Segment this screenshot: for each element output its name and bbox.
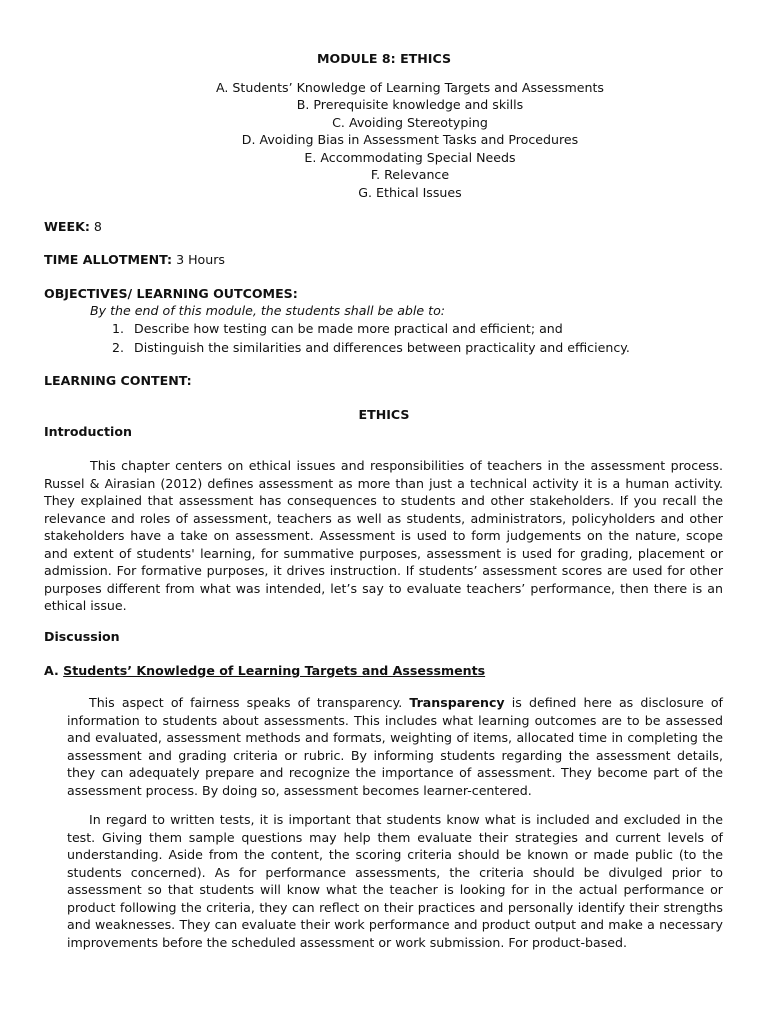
objective-item [112,339,630,357]
objectives-intro: By the end of this module, the students shall be able to: [90,303,446,318]
section-a-prefix: A. [44,663,64,678]
objectives-label: OBJECTIVES/ LEARNING OUTCOMES: [44,286,298,301]
week-value: 8 [89,219,102,234]
toc-item-g: G. Ethical Issues [358,185,462,200]
objective-number: 2. [112,340,125,355]
module-title: MODULE 8: ETHICS [316,51,452,66]
introduction-heading: Introduction [44,424,132,439]
p1-text-after: is defined here as disclosure of information to students about assessments. This includes what learning outcomes are to be assessed and evaluated, assessment methods and formats, weighting of items, allocated time in completing the assessment and grading criteria or rubric. By informing students regarding the assessment details, they can adequately prepare and recognize the importance of assessment. They become part of the assessment process. By doing so, assessment becomes learner-centered. [67,695,723,798]
discussion-heading: Discussion [44,629,120,644]
objective-text: Describe how testing can be made more practical and efficient; and [134,321,563,336]
toc-item-f: F. Relevance [370,167,450,182]
toc-item-c: C. Avoiding Stereotyping [332,115,488,130]
toc-item-d: D. Avoiding Bias in Assessment Tasks and Procedures [241,132,579,147]
section-a-title: Students’ Knowledge of Learning Targets and Assessments [63,663,486,678]
section-title: ETHICS [358,407,410,422]
transparency-term: Transparency [409,695,505,710]
toc-item-b: B. Prerequisite knowledge and skills [296,97,524,112]
section-a-paragraph-2: In regard to written tests, it is important that students know what is included and excluded in the test. Giving them sample questions may help them evaluate their strategies and current levels of understanding. Aside from the content, the scoring criteria should be known or made public (to the students concerned). As for performance assessments, the criteria should be divulged prior to assessment so that students will know what the teacher is looking for in the actual performance or product following the criteria, they can reflect on their practices and personally identify their strengths and weaknesses. They can evaluate their work performance and product output and make a necessary improvements before the scheduled assessment or work submission. For product-based. [67,812,723,950]
time-allotment-label: TIME ALLOTMENT: [44,252,173,267]
p1-text-before: This aspect of fairness speaks of transparency. [89,695,410,710]
week-line [44,218,102,236]
introduction-paragraph: This chapter centers on ethical issues and responsibilities of teachers in the assessment process. Russel & Airasian (2012) defines assessment as more than just a technical activity it is a human activity. They explained that assessment has consequences to students and other stakeholders. If you recall the relevance and roles of assessment, teachers as well as students, administrators, policyholders and other stakeholders have a take on assessment. Assessment is used to form judgements on the nature, scope and extent of students' learning, for summative purposes, assessment is used for grading, placement or admission. For formative purposes, it drives instruction. If students’ assessment scores are used for other purposes different from what was intended, let’s say to evaluate teachers’ performance, then there is an ethical issue. [44,458,723,613]
objective-number: 1. [112,321,125,336]
learning-content-label: LEARNING CONTENT: [44,373,192,388]
time-allotment-line [44,251,225,269]
toc-item-e: E. Accommodating Special Needs [304,150,516,165]
objective-text: Distinguish the similarities and differences between practicality and efficiency. [134,340,630,355]
section-a-paragraph-1 [67,694,723,799]
time-allotment-value: 3 Hours [172,252,225,267]
section-a-heading [44,662,485,680]
objective-item [112,320,563,338]
toc-item-a: A. Students’ Knowledge of Learning Targets and Assessments [216,80,604,95]
week-label: WEEK: [44,219,90,234]
